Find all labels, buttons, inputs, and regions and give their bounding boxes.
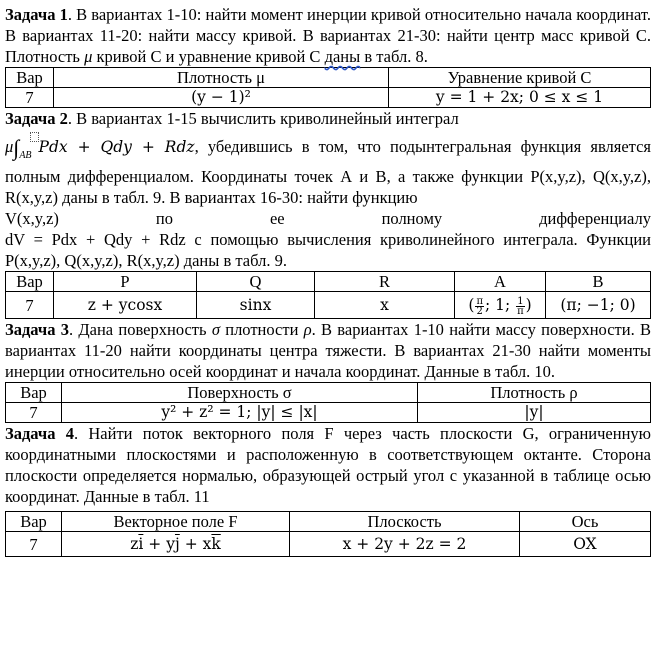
task2-title: Задача 2 [5, 109, 68, 128]
justified-word-1: V(x,y,z) [5, 209, 59, 228]
table-9-header [6, 272, 651, 292]
task1-text: . В вариантах 1-10: найти момент инерции кривой относительно начала координат. В вариантах 11-20: найти массу кривой. В вариантах 21-30: найти центр масс кривой С. Плотность [5, 5, 652, 66]
header-plane: Плоскость [290, 512, 520, 532]
cell-var: 7 [6, 292, 54, 319]
cell-p: z + ycosx [54, 292, 197, 319]
justified-word-5: дифференциалу [539, 209, 651, 228]
cell-var: 7 [6, 532, 62, 557]
table-8 [5, 67, 651, 108]
header-var: Вар [6, 68, 54, 88]
task3-title: Задача 3 [5, 320, 69, 339]
field-k: $\overline{k}$ [211, 534, 221, 553]
header-equation: Уравнение кривой С [389, 68, 651, 88]
table-11 [5, 511, 651, 557]
field-plus-x: + x [179, 534, 212, 553]
field-z: z [130, 534, 139, 553]
a-fraction-1 [475, 297, 484, 316]
header-var: Вар [6, 383, 62, 403]
task3-text-3: . В вариантах 1-10 найти массу поверхности. В вариантах 11-20 найти координаты центра тяжести. В вариантах 21-30 найти моменты инерции относительно осей координат и начала координат. Данные в табл. 10. [5, 320, 651, 381]
table-9 [5, 271, 651, 319]
header-surface: Поверхность σ [62, 383, 418, 403]
a-frac2-num: 1 [517, 295, 524, 307]
cell-field [62, 532, 290, 557]
cell-b: (π; −1; 0) [546, 292, 651, 319]
justified-word-2: по [155, 209, 173, 228]
task2-line1: . В вариантах 1-15 вычислить криволинейный интеграл [67, 109, 459, 128]
task2-final-text [5, 229, 651, 271]
table-10 [5, 382, 651, 423]
header-field: Векторное поле F [62, 512, 290, 532]
a-frac1-den: 2 [476, 305, 483, 317]
task4-text: . Найти поток векторного поля F через часть плоскости G, ограниченную координатными плоскостями и расположенную в соответствующем октанте. Сторона плоскости определяется нормалью, образующей острый угол с указанной в таблице осью координат. Данные в табл. 11 [5, 424, 651, 506]
header-b: B [546, 272, 651, 292]
task3-paragraph [5, 319, 651, 382]
field-i: $\overline{i}$ [138, 534, 144, 553]
a-mid: ; 1; [485, 296, 516, 314]
cell-surface: y² + z² = 1; |y| ≤ |x| [62, 403, 418, 423]
task2-justified-line [5, 208, 651, 229]
task1-paragraph [5, 4, 651, 67]
task3-text-1: . Дана поверхность [68, 320, 212, 339]
task1-title: Задача 1 [5, 5, 68, 24]
task2-paragraph [5, 108, 651, 129]
table-row [6, 532, 651, 557]
cell-plane: x + 2y + 2z = 2 [290, 532, 520, 557]
header-r: R [315, 272, 455, 292]
task4-paragraph [5, 423, 651, 507]
header-a: A [455, 272, 546, 292]
task3-text-2: плотности [219, 320, 304, 339]
a-fraction-2 [516, 297, 524, 316]
field-plus-y: + y [143, 534, 175, 553]
task3-sigma: σ [211, 320, 220, 339]
header-var: Вар [6, 272, 54, 292]
header-axis: Ось [520, 512, 651, 532]
table-10-header [6, 383, 651, 403]
task2-final: dV = Pdx + Qdy + Rdz с помощью вычисления криволинейного интеграла. Функции P(x,y,z), Q(x,y,z), R(x,y,z) даны в табл. 9. [5, 230, 651, 270]
cell-r: x [315, 292, 455, 319]
task1-underlined-word: даны [324, 47, 361, 66]
table-11-header [6, 512, 651, 532]
task4-title: Задача 4 [5, 424, 74, 443]
table-8-header [6, 68, 651, 88]
a-open: ( [468, 296, 475, 314]
header-density: Плотность μ [54, 68, 389, 88]
table-row [6, 292, 651, 319]
cell-density: (y − 1)² [54, 88, 389, 108]
justified-word-3: ее [269, 209, 285, 228]
header-p: P [54, 272, 197, 292]
cell-axis: OX [520, 532, 651, 557]
a-frac2-den: π [517, 305, 524, 317]
task2-mu: μ [5, 137, 14, 156]
cell-equation: y = 1 + 2x; 0 ≤ x ≤ 1 [389, 88, 651, 108]
placeholder-box-icon [30, 132, 39, 142]
a-frac1-num: π [476, 295, 484, 307]
table-row [6, 88, 651, 108]
task2-paragraph-2 [5, 132, 651, 208]
justified-word-4: полному [381, 209, 443, 228]
integrand: Pdx + Qdy + Rdz [38, 138, 195, 156]
field-j: $\overline{j}$ [174, 534, 180, 553]
table-row [6, 403, 651, 423]
task1-text-end: в табл. 8. [360, 47, 428, 66]
integral-sign: ∫ [13, 135, 20, 160]
cell-q: sinx [197, 292, 315, 319]
cell-var: 7 [6, 88, 54, 108]
header-var: Вар [6, 512, 62, 532]
cell-var: 7 [6, 403, 62, 423]
header-q: Q [197, 272, 315, 292]
document-page [5, 4, 651, 557]
header-density: Плотность ρ [418, 383, 651, 403]
cell-a [455, 292, 546, 319]
task1-text-2: кривой С и уравнение кривой С [92, 47, 325, 66]
task2-text: , убедившись в том, что подынтегральная функция является полным дифференциалом. Координаты точек А и В, а также функции P(x,y,z), Q(x,y,z), R(x,y,z) даны в табл. 9. В вариантах 16-30: найти функцию [5, 137, 651, 207]
task3-rho: ρ [303, 320, 312, 339]
task1-mu: μ [84, 47, 93, 66]
a-close: ) [525, 296, 532, 314]
cell-density: |y| [418, 403, 651, 423]
integral-subscript: AB [19, 150, 32, 161]
